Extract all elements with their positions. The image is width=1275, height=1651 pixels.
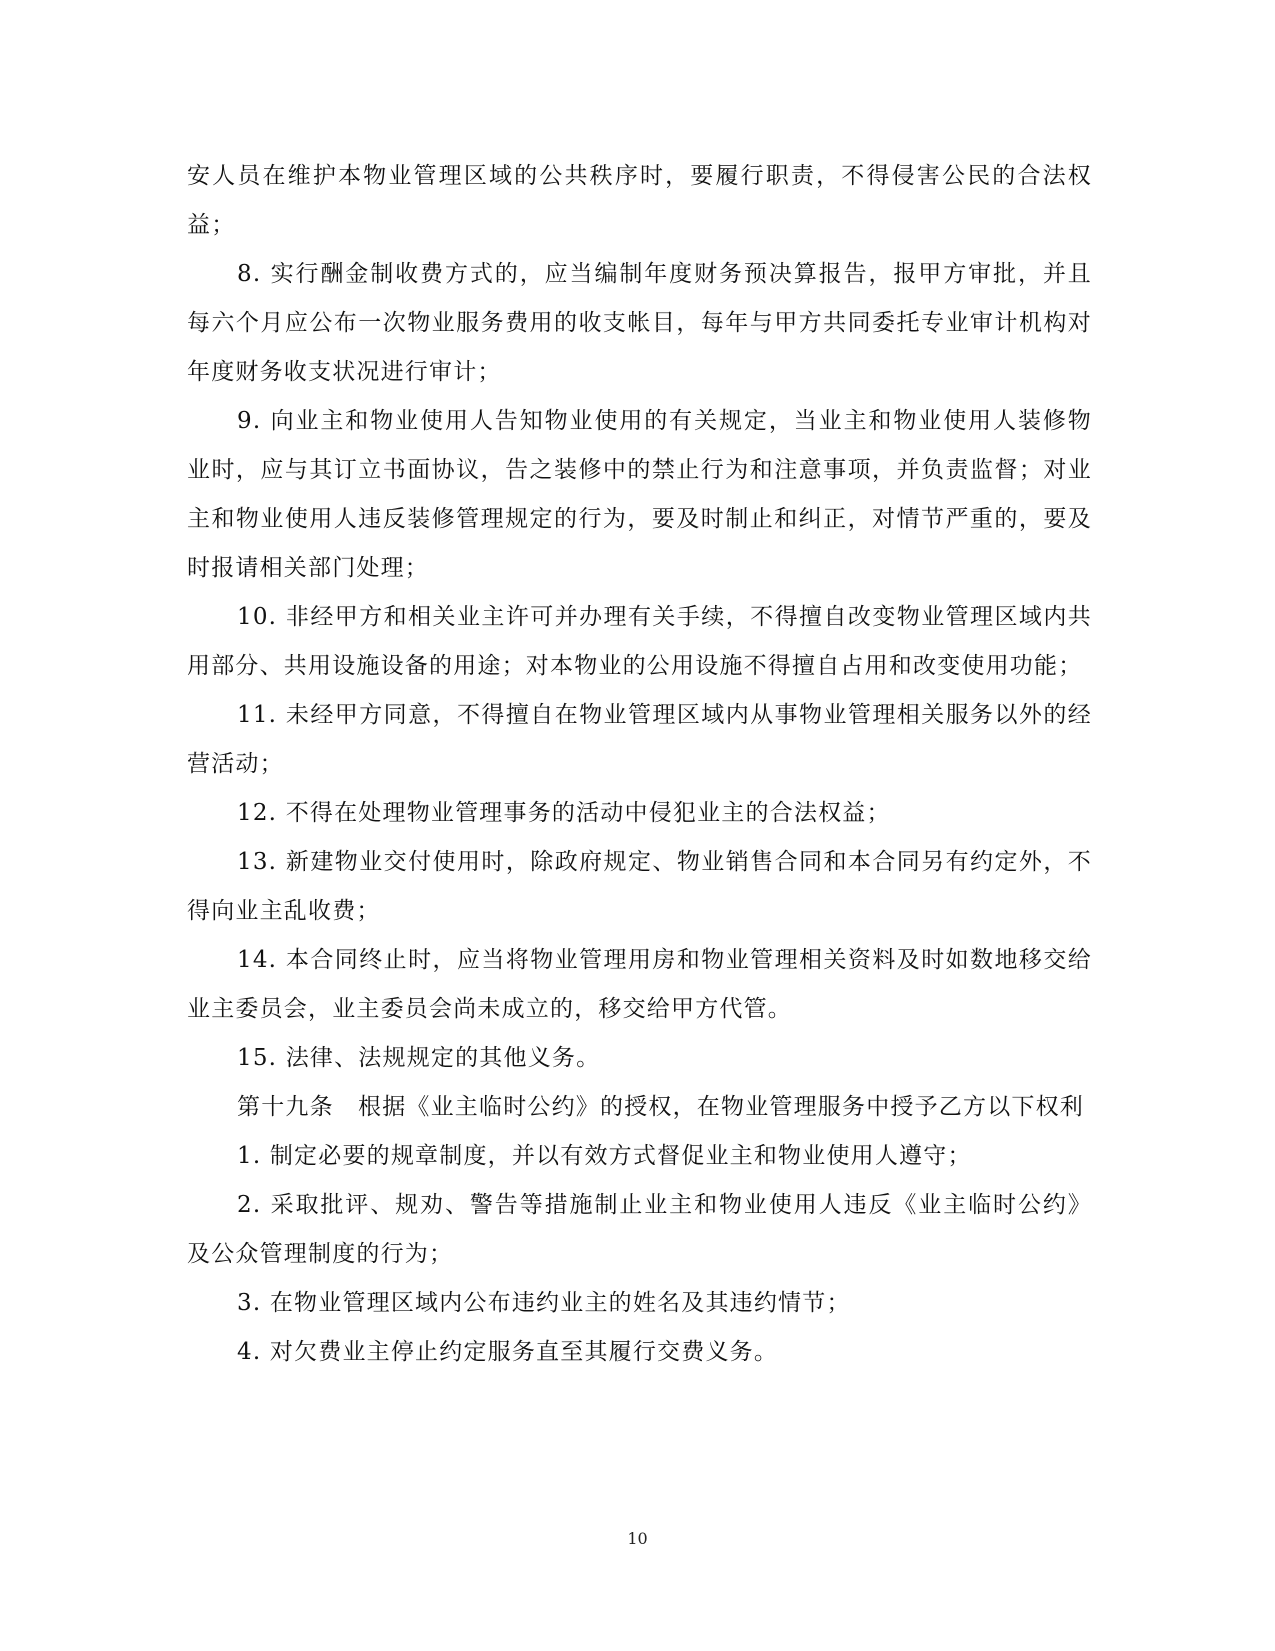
page-number: 10 xyxy=(627,1529,648,1548)
paragraph-right-4: 4. 对欠费业主停止约定服务直至其履行交费义务。 xyxy=(237,1339,779,1365)
paragraph-item-8: 8. 实行酬金制收费方式的，应当编制年度财务预决算报告，报甲方审批，并且每六个月应公布一次物业服务费用的收支帐目，每年与甲方共同委托专业审计机构对年度财务收支状况进行审计； xyxy=(187,261,1092,385)
paragraph-item-12: 12. 不得在处理物业管理事务的活动中侵犯业主的合法权益； xyxy=(237,800,891,826)
document-body xyxy=(187,152,1092,1377)
paragraph-item-11: 11. 未经甲方同意，不得擅自在物业管理区域内从事物业管理相关服务以外的经营活动； xyxy=(187,702,1092,777)
article-19-heading: 第十九条 根据《业主临时公约》的授权，在物业管理服务中授予乙方以下权利 xyxy=(237,1094,1084,1120)
paragraph-continuation: 安人员在维护本物业管理区域的公共秩序时，要履行职责，不得侵害公民的合法权益； xyxy=(187,163,1092,238)
paragraph-right-2: 2. 采取批评、规劝、警告等措施制止业主和物业使用人违反《业主临时公约》及公众管理制度的行为； xyxy=(187,1192,1092,1267)
paragraph-right-3: 3. 在物业管理区域内公布违约业主的姓名及其违约情节； xyxy=(237,1290,851,1316)
paragraph-item-9: 9. 向业主和物业使用人告知物业使用的有关规定，当业主和物业使用人装修物业时，应与其订立书面协议，告之装修中的禁止行为和注意事项，并负责监督；对业主和物业使用人违反装修管理规定的行为，要及时制止和纠正，对情节严重的，要及时报请相关部门处理； xyxy=(187,408,1092,581)
paragraph-item-10: 10. 非经甲方和相关业主许可并办理有关手续，不得擅自改变物业管理区域内共用部分、共用设施设备的用途；对本物业的公用设施不得擅自占用和改变使用功能； xyxy=(187,604,1092,679)
paragraph-item-14: 14. 本合同终止时，应当将物业管理用房和物业管理相关资料及时如数地移交给业主委员会，业主委员会尚未成立的，移交给甲方代管。 xyxy=(187,947,1092,1022)
paragraph-item-13: 13. 新建物业交付使用时，除政府规定、物业销售合同和本合同另有约定外，不得向业主乱收费； xyxy=(187,849,1092,924)
paragraph-right-1: 1. 制定必要的规章制度，并以有效方式督促业主和物业使用人遵守； xyxy=(237,1143,972,1169)
paragraph-item-15: 15. 法律、法规规定的其他义务。 xyxy=(237,1045,601,1071)
